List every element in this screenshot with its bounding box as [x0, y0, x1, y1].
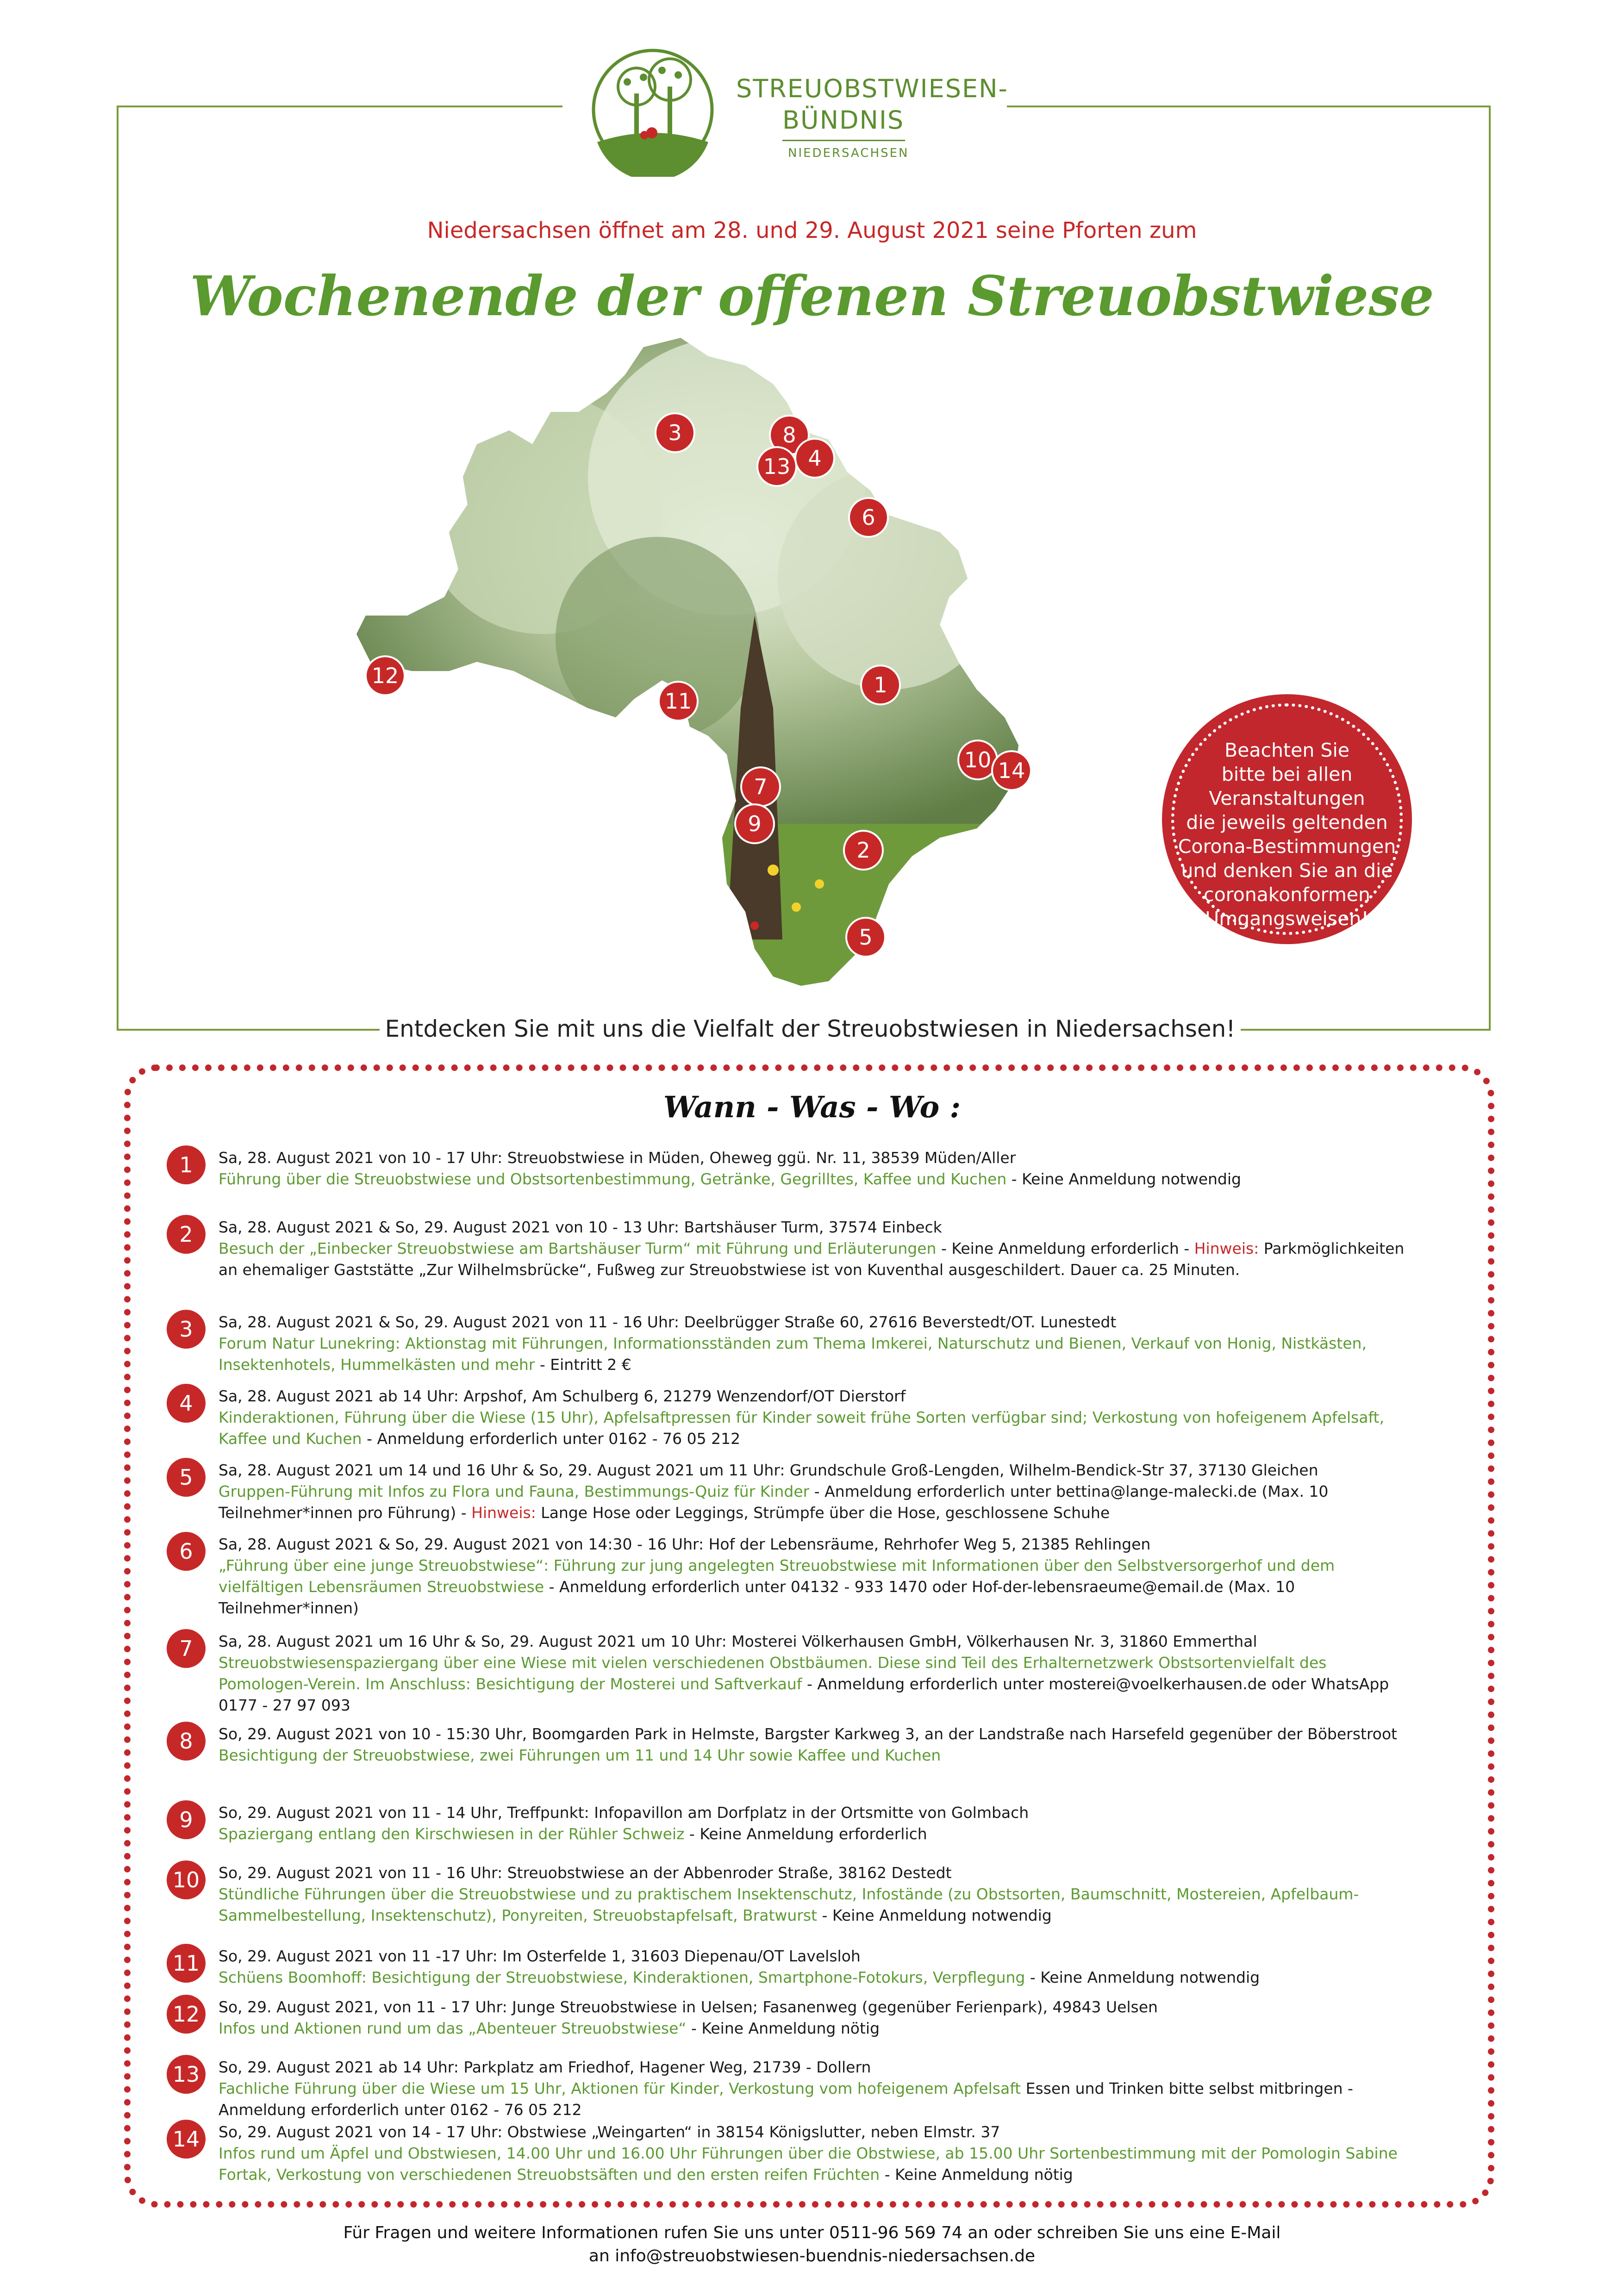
event-activity: Führung über die Streuobstwiese und Obstsortenbestimmung, Getränke, Gegrilltes, Kaffee und Kuchen [219, 1170, 1007, 1188]
event-description [219, 1652, 1413, 1716]
corona-line: Umgangsweisen! [1205, 908, 1369, 930]
event-text [219, 1802, 1413, 1845]
footer [0, 2221, 1624, 2268]
event-date-location: Sa, 28. August 2021 von 10 - 17 Uhr: Streuobstwiese in Müden, Oheweg ggü. Nr. 11, 38539 Müden/Aller [219, 1149, 1016, 1167]
event-activity: Besuch der „Einbecker Streuobstwiese am Bartshäuser Turm“ mit Führung und Erläuterungen [219, 1239, 937, 1257]
event-date-location: Sa, 28. August 2021 & So, 29. August 2021 von 10 - 13 Uhr: Bartshäuser Turm, 37574 Einbeck [219, 1218, 942, 1236]
map-pin: 12 [367, 657, 404, 694]
event-description [219, 1823, 1413, 1845]
lower-saxony-map [356, 338, 1116, 995]
event-registration: - Anmeldung erforderlich unter 04132 - 933 1470 oder Hof-der-lebensraeume@email.de (Max. 10 Teilnehmer*innen) [219, 1578, 1295, 1617]
map-pin: 2 [845, 832, 882, 869]
event-activity: Schüens Boomhoff: Besichtigung der Streuobstwiese, Kinderaktionen, Smartphone-Fotokurs, Verpflegung [219, 1968, 1025, 1986]
event-date-location: So, 29. August 2021, von 11 - 17 Uhr: Junge Streuobstwiese in Uelsen; Fasanenweg (gegenüber Ferienpark), 49843 Uelsen [219, 1998, 1158, 2016]
event-date-location: So, 29. August 2021 von 14 - 17 Uhr: Obstwiese „Weingarten“ in 38154 Königslutter, neben Elmstr. 37 [219, 2123, 1000, 2141]
event-number-badge: 1 [167, 1145, 206, 1184]
corona-line: und denken Sie an die [1181, 859, 1393, 882]
footer-line1: Für Fragen und weitere Informationen rufen Sie uns unter 0511-96 569 74 an oder schreiben Sie uns eine E-Mail [343, 2223, 1281, 2242]
event-number-badge: 14 [167, 2120, 206, 2159]
event-text [219, 1946, 1413, 1988]
event-description [219, 1407, 1413, 1450]
event-registration: - Keine Anmeldung erforderlich [684, 1825, 927, 1843]
event-description [219, 1555, 1413, 1619]
map-pin: 5 [847, 919, 884, 956]
event-registration: - Keine Anmeldung erforderlich - [936, 1239, 1194, 1257]
event-text [219, 1534, 1413, 1619]
event-text [219, 2057, 1413, 2121]
event-hint: Parkmöglichkeiten an ehemaliger Gaststätte „Zur Wilhelmsbrücke“, Fußweg zur Streuobstwiese ist von Kuventhal ausgeschildert. Dauer ca. 25 Minuten. [219, 1239, 1405, 1279]
event-text [219, 1724, 1413, 1766]
event-description [219, 1238, 1413, 1281]
event-registration: - Anmeldung erforderlich unter 0162 - 76 05 212 [362, 1430, 741, 1448]
event-date-location: Sa, 28. August 2021 & So, 29. August 2021 von 14:30 - 16 Uhr: Hof der Lebensräume, Rehrhofer Weg 5, 21385 Rehlingen [219, 1535, 1151, 1553]
event-registration: - Keine Anmeldung notwendig [817, 1906, 1052, 1924]
event-date-location: So, 29. August 2021 ab 14 Uhr: Parkplatz am Friedhof, Hagener Weg, 21739 - Dollern [219, 2058, 871, 2076]
map-pin: 7 [742, 768, 779, 805]
event-number-badge: 2 [167, 1215, 206, 1254]
headline: Wochenende der offenen Streuobstwiese [190, 264, 1434, 328]
event-registration: - Eintritt 2 € [535, 1356, 631, 1374]
event-activity: Fachliche Führung über die Wiese um 15 Uhr, Aktionen für Kinder, Verkostung vom hofeigenem Apfelsaft [219, 2079, 1021, 2097]
map-pin: 10 [959, 741, 996, 778]
map-pin: 6 [850, 499, 887, 536]
event-registration: - Keine Anmeldung nötig [686, 2019, 880, 2037]
event-date-location: So, 29. August 2021 von 11 - 14 Uhr, Treffpunkt: Infopavillon am Dorfplatz in der Ortsmitte von Golmbach [219, 1804, 1029, 1822]
corona-line: bitte bei allen [1221, 763, 1353, 785]
map-pin: 11 [660, 683, 697, 720]
event-registration: Essen und Trinken bitte selbst mitbringen - Anmeldung erforderlich unter 0162 - 76 05 212 [219, 2079, 1353, 2119]
event-number-badge: 12 [167, 1995, 206, 2034]
corona-notice-text [1176, 738, 1398, 931]
event-registration: - Anmeldung erforderlich unter bettina@lange-malecki.de (Max. 10 Teilnehmer*innen pro Führung) - [219, 1482, 1329, 1522]
logo-title-line1: STREUOBSTWIESEN- [736, 74, 1009, 103]
logo-title-line2: BÜNDNIS [782, 106, 905, 135]
event-date-location: Sa, 28. August 2021 um 16 Uhr & So, 29. August 2021 um 10 Uhr: Mosterei Völkerhausen GmbH, Völkerhausen Nr. 3, 31860 Emmerthal [219, 1632, 1257, 1650]
event-text [219, 1631, 1413, 1716]
event-text [219, 1147, 1413, 1190]
event-activity: Spaziergang entlang den Kirschwiesen in der Rühler Schweiz [219, 1825, 685, 1843]
event-text [219, 1460, 1413, 1524]
event-registration: - Keine Anmeldung nötig [880, 2165, 1073, 2184]
corona-line: Veranstaltungen [1209, 787, 1365, 809]
footer-email-line[interactable]: an info@streuobstwiesen-buendnis-niedersachsen.de [588, 2246, 1036, 2265]
event-date-location: Sa, 28. August 2021 & So, 29. August 2021 von 11 - 16 Uhr: Deelbrügger Straße 60, 27616 Beverstedt/OT. Lunestedt [219, 1313, 1117, 1331]
event-date-location: Sa, 28. August 2021 um 14 und 16 Uhr & So, 29. August 2021 um 11 Uhr: Grundschule Groß-Lengden, Wilhelm-Bendick-Str 37, 37130 Gleichen [219, 1461, 1318, 1479]
event-number-badge: 4 [167, 1384, 206, 1423]
event-text [219, 1386, 1413, 1450]
event-number-badge: 8 [167, 1722, 206, 1761]
event-number-badge: 3 [167, 1310, 206, 1349]
event-description [219, 1169, 1413, 1190]
event-hint: Lange Hose oder Leggings, Strümpfe über die Hose, geschlossene Schuhe [536, 1504, 1110, 1522]
event-number-badge: 10 [167, 1860, 206, 1899]
map-pin: 1 [862, 666, 899, 703]
event-text [219, 1862, 1413, 1926]
map-pin: 8 [771, 417, 808, 454]
event-number-badge: 11 [167, 1944, 206, 1983]
event-activity: Infos und Aktionen rund um das „Abenteuer Streuobstwiese“ [219, 2019, 687, 2037]
event-description [219, 1884, 1413, 1926]
discover-tagline: Entdecken Sie mit uns die Vielfalt der Streuobstwiesen in Niedersachsen! [380, 1015, 1241, 1042]
map-pin: 3 [656, 414, 693, 451]
corona-line: coronakonformen [1204, 884, 1370, 906]
map-pin: 9 [736, 805, 773, 842]
event-text [219, 1217, 1413, 1281]
orchard-trees-icon [583, 43, 727, 177]
map-pin: 14 [993, 752, 1030, 789]
events-title: Wann - Was - Wo : [663, 1090, 961, 1125]
event-description [219, 1967, 1413, 1988]
map-pin: 13 [758, 448, 795, 485]
event-text [219, 1997, 1413, 2039]
event-date-location: Sa, 28. August 2021 ab 14 Uhr: Arpshof, Am Schulberg 6, 21279 Wenzendorf/OT Dierstorf [219, 1387, 906, 1405]
logo-divider [782, 140, 905, 141]
event-activity: Infos rund um Äpfel und Obstwiesen, 14.00 Uhr und 16.00 Uhr Führungen über die Obstwiese, ab 15.00 Uhr Sortenbestimmung mit der Pomologin Sabine Fortak, Verkostung von verschiedenen Streuobstsäften und den ersten reifen Früchten [219, 2144, 1398, 2184]
event-description [219, 2078, 1413, 2121]
event-hint-label: Hinweis: [1194, 1239, 1259, 1257]
event-registration: - Anmeldung erforderlich unter mosterei@voelkerhausen.de oder WhatsApp 0177 - 27 97 093 [219, 1675, 1389, 1714]
logo-subtitle: NIEDERSACHSEN [788, 146, 909, 160]
event-description [219, 2018, 1413, 2039]
event-date-location: So, 29. August 2021 von 11 - 16 Uhr: Streuobstwiese an der Abbenroder Straße, 38162 Destedt [219, 1864, 952, 1882]
event-description [219, 1333, 1413, 1375]
corona-line: die jeweils geltenden [1186, 811, 1388, 834]
event-activity: Forum Natur Lunekring: Aktionstag mit Führungen, Informationsständen zum Thema Imkerei, Naturschutz und Bienen, Verkauf von Honig, Nistkästen, Insektenhotels, Hummelkästen und mehr [219, 1334, 1367, 1374]
map-pin: 4 [796, 440, 833, 477]
event-text [219, 1312, 1413, 1375]
corona-line: Beachten Sie [1224, 739, 1349, 761]
intro-text: Niedersachsen öffnet am 28. und 29. August 2021 seine Pforten zum [427, 218, 1197, 243]
event-registration: - Keine Anmeldung notwendig [1025, 1968, 1260, 1986]
event-activity: Gruppen-Führung mit Infos zu Flora und Fauna, Bestimmungs-Quiz für Kinder [219, 1482, 810, 1500]
event-activity: Stündliche Führungen über die Streuobstwiese und zu praktischem Insektenschutz, Infostände (zu Obstsorten, Baumschnitt, Mostereien, Apfelbaum-Sammelbestellung, Insektenschutz), Ponyreiten, Streuobstapfelsaft, Bratwurst [219, 1885, 1359, 1924]
event-registration: - Keine Anmeldung notwendig [1006, 1170, 1241, 1188]
event-hint-label: Hinweis: [471, 1504, 536, 1522]
event-activity: Streuobstwiesenspaziergang über eine Wiese mit vielen verschiedenen Obstbäumen. Diese sind Teil des Erhalternetzwerk Obstsortenvielfalt des Pomologen-Verein. Im Anschluss: Besichtigung der Mosterei und Saftverkauf [219, 1654, 1327, 1693]
event-date-location: So, 29. August 2021 von 10 - 15:30 Uhr, Boomgarden Park in Helmste, Bargster Karkweg 3, an der Landstraße nach Harsefeld gegenüber der Böberstroot [219, 1725, 1397, 1743]
event-number-badge: 5 [167, 1458, 206, 1497]
event-number-badge: 6 [167, 1532, 206, 1571]
event-activity: Besichtigung der Streuobstwiese, zwei Führungen um 11 und 14 Uhr sowie Kaffee und Kuchen [219, 1746, 941, 1764]
corona-line: Corona-Bestimmungen [1178, 835, 1396, 858]
event-activity: Kinderaktionen, Führung über die Wiese (15 Uhr), Apfelsaftpressen für Kinder soweit frühe Sorten verfügbar sind; Verkostung von hofeigenem Apfelsaft, Kaffee und Kuchen [219, 1408, 1384, 1448]
event-activity: „Führung über eine junge Streuobstwiese“: Führung zur jung angelegten Streuobstwiese mit Informationen über den Selbstversorgerhof und dem vielfältigen Lebensräumen Streuobstwiese [219, 1556, 1335, 1596]
event-number-badge: 13 [167, 2055, 206, 2094]
event-description [219, 2143, 1413, 2185]
event-description [219, 1481, 1413, 1524]
event-description [219, 1745, 1413, 1766]
event-date-location: So, 29. August 2021 von 11 -17 Uhr: Im Osterfelde 1, 31603 Diepenau/OT Lavelsloh [219, 1947, 861, 1965]
event-number-badge: 7 [167, 1629, 206, 1668]
event-number-badge: 9 [167, 1800, 206, 1839]
event-text [219, 2122, 1413, 2185]
